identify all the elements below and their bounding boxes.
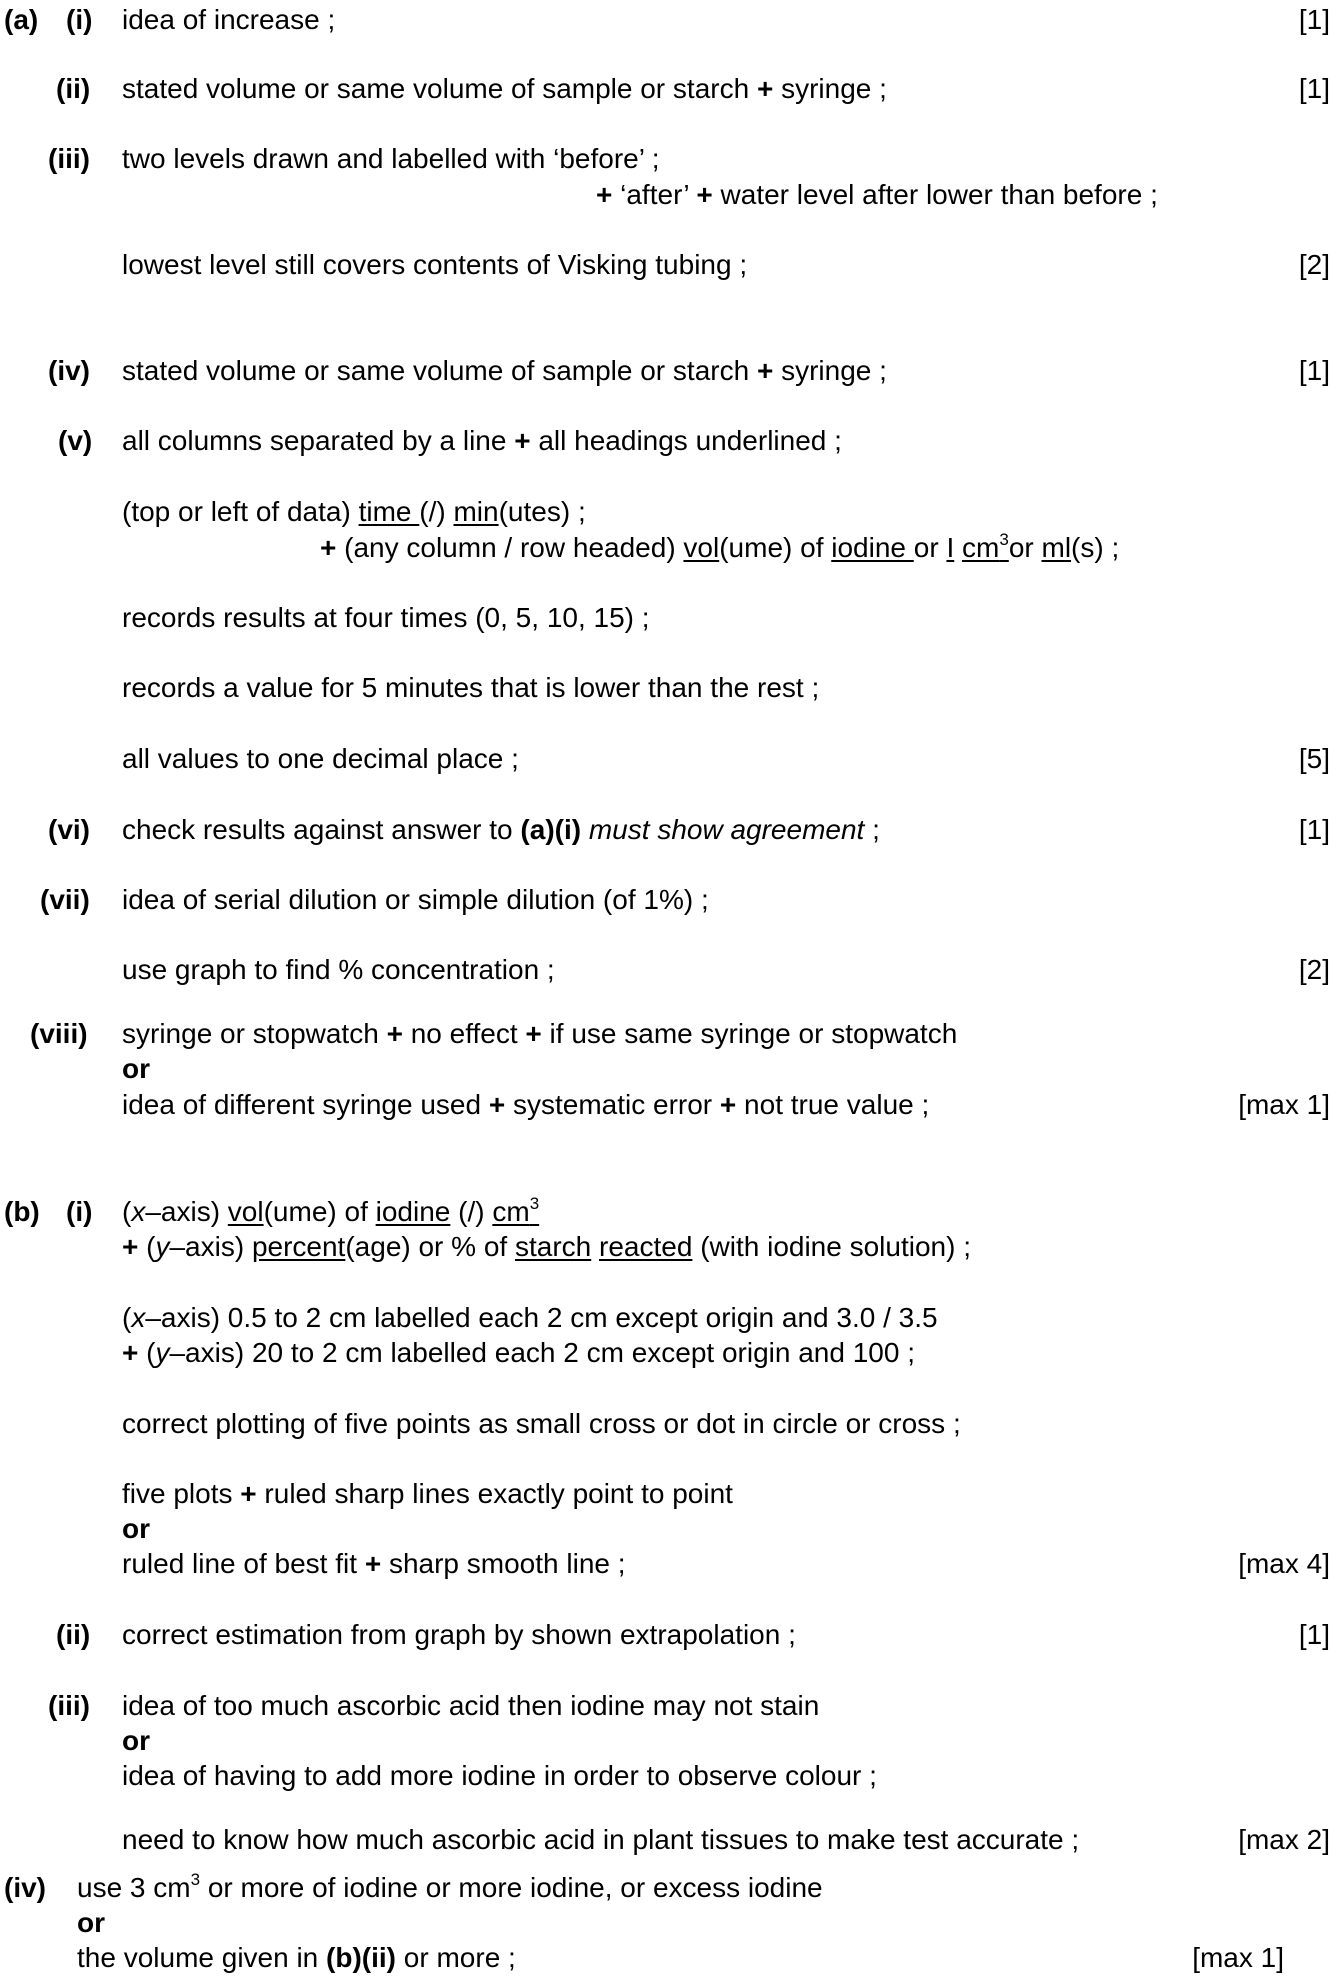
item-label: (iii) (48, 143, 90, 174)
answer-text: idea of too much ascorbic acid then iodine may not stain (122, 1690, 820, 1721)
mark-allocation: [max 2] (1238, 1824, 1330, 1855)
part-b-label: (b) (4, 1196, 40, 1227)
mark-allocation: [2] (1298, 954, 1330, 985)
item-label: (iii) (48, 1690, 90, 1721)
answer-text: the volume given in (b)(ii) or more ; (77, 1942, 516, 1973)
answer-text: + (y–axis) percent(age) or % of starch reacted (with iodine solution) ; (122, 1231, 971, 1262)
answer-text: correct plotting of five points as small cross or dot in circle or cross ; (122, 1408, 961, 1439)
mark-allocation: [1] (1298, 1619, 1330, 1650)
answer-text: (x–axis) 0.5 to 2 cm labelled each 2 cm except origin and 3.0 / 3.5 (122, 1302, 938, 1333)
answer-text: use graph to find % concentration ; (122, 954, 555, 985)
answer-text: stated volume or same volume of sample or starch + syringe ; (122, 73, 887, 104)
item-label: (vii) (40, 884, 90, 915)
item-label: (i) (66, 1196, 93, 1227)
item-label: (vi) (48, 814, 90, 845)
mark-allocation: [1] (1298, 814, 1330, 845)
answer-text: + ‘after’ + water level after lower than before ; (596, 179, 1158, 210)
answer-text: two levels drawn and labelled with ‘before’ ; (122, 143, 660, 174)
mark-allocation: [1] (1298, 73, 1330, 104)
answer-text: lowest level still covers contents of Visking tubing ; (122, 249, 748, 280)
item-label: (i) (66, 4, 93, 35)
answer-text: (top or left of data) time (/) min(utes) ; (122, 496, 586, 527)
answer-text: idea of increase ; (122, 4, 336, 35)
or-connector: or (122, 1725, 150, 1756)
answer-text: + (y–axis) 20 to 2 cm labelled each 2 cm except origin and 100 ; (122, 1337, 916, 1368)
item-label: (ii) (56, 1619, 91, 1650)
answer-text: need to know how much ascorbic acid in plant tissues to make test accurate ; (122, 1824, 1080, 1855)
item-label: (iv) (4, 1872, 46, 1903)
part-a-label: (a) (4, 4, 39, 35)
mark-allocation: [max 1] (1238, 1089, 1330, 1120)
or-connector: or (77, 1907, 105, 1938)
item-label: (ii) (56, 73, 91, 104)
mark-allocation: [1] (1298, 355, 1330, 386)
mark-allocation: [max 1] (1192, 1942, 1284, 1973)
answer-text: correct estimation from graph by shown extrapolation ; (122, 1619, 796, 1650)
mark-allocation: [5] (1298, 743, 1330, 774)
answer-text: all values to one decimal place ; (122, 743, 519, 774)
or-connector: or (122, 1513, 150, 1544)
answer-text: idea of serial dilution or simple dilution (of 1%) ; (122, 884, 709, 915)
answer-text: five plots + ruled sharp lines exactly point to point (122, 1478, 733, 1509)
answer-text: ruled line of best fit + sharp smooth line ; (122, 1548, 626, 1579)
mark-allocation: [max 4] (1238, 1548, 1330, 1579)
answer-text: use 3 $cm^3$ or more of iodine or more iodine, or excess iodine (77, 1869, 823, 1903)
answer-text: (x–axis) vol(ume) of iodine (/) $cm^3$ (122, 1193, 540, 1227)
mark-allocation: [1] (1298, 4, 1330, 35)
answer-text: stated volume or same volume of sample or starch + syringe ; (122, 355, 887, 386)
answer-text: all columns separated by a line + all headings underlined ; (122, 425, 842, 456)
answer-text: records a value for 5 minutes that is lower than the rest ; (122, 672, 820, 703)
answer-text: check results against answer to (a)(i) must show agreement ; (122, 814, 880, 845)
or-connector: or (122, 1053, 150, 1084)
answer-text: idea of different syringe used + systematic error + not true value ; (122, 1089, 930, 1120)
item-label: (viii) (30, 1018, 88, 1049)
answer-text: idea of having to add more iodine in order to observe colour ; (122, 1760, 877, 1791)
mark-allocation: [2] (1298, 249, 1330, 280)
item-label: (v) (58, 425, 93, 456)
answer-text: syringe or stopwatch + no effect + if use same syringe or stopwatch (122, 1018, 958, 1049)
answer-text: + (any column / row headed) vol(ume) of iodine or I $cm^3or$ ml(s) ; (320, 529, 1120, 563)
item-label: (iv) (48, 355, 90, 386)
answer-text: records results at four times (0, 5, 10, 15) ; (122, 602, 650, 633)
